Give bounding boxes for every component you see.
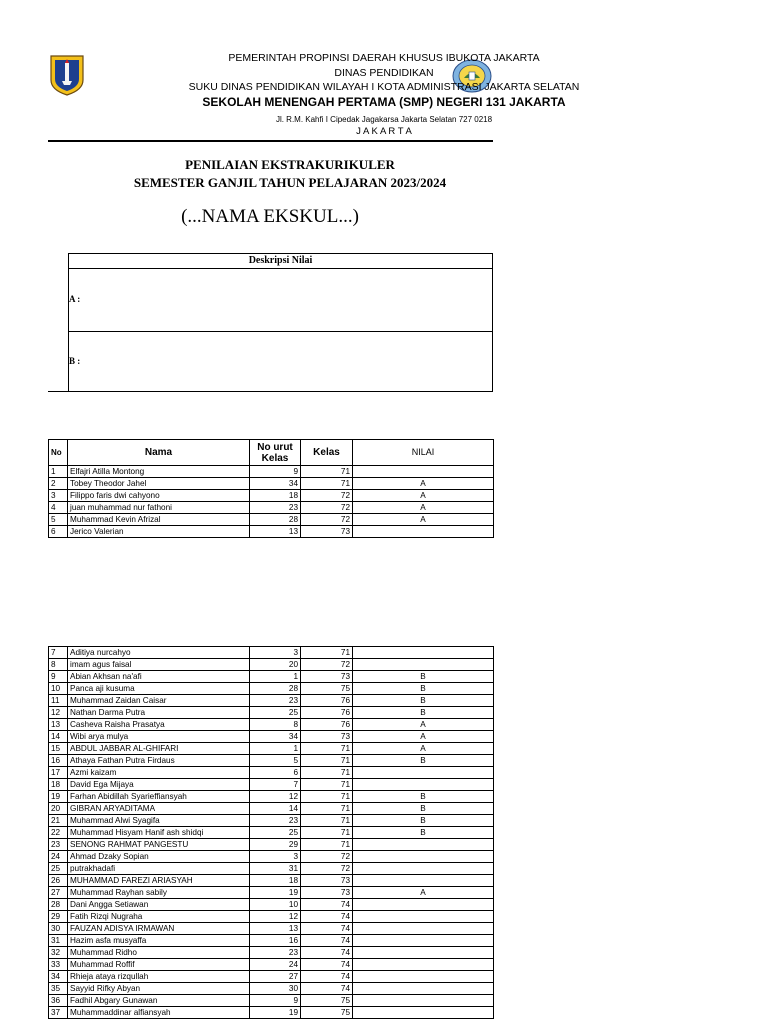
table-row	[49, 490, 494, 502]
col-header-no-urut: No urut Kelas	[250, 440, 301, 466]
nilai	[353, 875, 494, 887]
nilai	[353, 923, 494, 935]
row-no: 21	[49, 815, 68, 827]
col-header-kelas: Kelas	[301, 440, 353, 466]
no-urut-kelas: 23	[250, 502, 301, 514]
row-no: 18	[49, 779, 68, 791]
student-name: GIBRAN ARYADITAMA	[68, 803, 250, 815]
kelas: 75	[301, 1007, 353, 1019]
nilai: B	[353, 803, 494, 815]
nilai: B	[353, 683, 494, 695]
no-urut-kelas: 20	[250, 659, 301, 671]
nilai: A	[353, 502, 494, 514]
row-no: 19	[49, 791, 68, 803]
table-row	[49, 707, 494, 719]
row-no: 30	[49, 923, 68, 935]
row-no: 25	[49, 863, 68, 875]
nilai	[353, 659, 494, 671]
nilai	[353, 995, 494, 1007]
document-subtitle: SEMESTER GANJIL TAHUN PELAJARAN 2023/2024	[133, 175, 447, 190]
nilai: B	[353, 827, 494, 839]
nilai	[353, 971, 494, 983]
nilai: A	[353, 887, 494, 899]
nilai	[353, 839, 494, 851]
nilai: B	[353, 671, 494, 683]
row-no: 33	[49, 959, 68, 971]
no-urut-kelas: 25	[250, 827, 301, 839]
student-name: Wibi arya mulya	[68, 731, 250, 743]
table-row	[49, 887, 494, 899]
table-row	[49, 779, 494, 791]
kelas: 76	[301, 707, 353, 719]
row-no: 7	[49, 647, 68, 659]
kelas: 74	[301, 971, 353, 983]
student-name: ABDUL JABBAR AL-GHIFARI	[68, 743, 250, 755]
nilai	[353, 911, 494, 923]
no-urut-kelas: 28	[250, 683, 301, 695]
row-no: 8	[49, 659, 68, 671]
kelas: 75	[301, 995, 353, 1007]
table-row	[49, 647, 494, 659]
table-row	[49, 671, 494, 683]
row-no: 6	[49, 526, 68, 538]
nilai: B	[353, 755, 494, 767]
table-row	[49, 791, 494, 803]
student-name: Aditiya nurcahyo	[68, 647, 250, 659]
student-name: Jerico Valerian	[68, 526, 250, 538]
no-urut-kelas: 18	[250, 490, 301, 502]
student-name: Hazim asfa musyaffa	[68, 935, 250, 947]
student-name: Muhammad Kevin Afrizal	[68, 514, 250, 526]
row-no: 15	[49, 743, 68, 755]
student-name: Muhammad Zaidan Caisar	[68, 695, 250, 707]
no-urut-kelas: 5	[250, 755, 301, 767]
ekskul-name: (...NAMA EKSKUL...)	[181, 206, 359, 227]
row-no: 35	[49, 983, 68, 995]
student-name: Casheva Raisha Prasatya	[68, 719, 250, 731]
table-row	[49, 1007, 494, 1019]
row-no: 32	[49, 947, 68, 959]
student-name: Muhammad Ridho	[68, 947, 250, 959]
kelas: 75	[301, 683, 353, 695]
table-row	[49, 466, 494, 478]
no-urut-kelas: 14	[250, 803, 301, 815]
description-header: Deskripsi Nilai	[69, 254, 492, 269]
kelas: 71	[301, 466, 353, 478]
kelas: 73	[301, 875, 353, 887]
nilai	[353, 767, 494, 779]
table-row	[49, 839, 494, 851]
student-name: Nathan Darma Putra	[68, 707, 250, 719]
kelas: 72	[301, 490, 353, 502]
kelas: 74	[301, 983, 353, 995]
kelas: 71	[301, 767, 353, 779]
table-row	[49, 851, 494, 863]
table-row	[49, 959, 494, 971]
kelas: 73	[301, 887, 353, 899]
kelas: 71	[301, 743, 353, 755]
row-no: 3	[49, 490, 68, 502]
student-name: Panca aji kusuma	[68, 683, 250, 695]
student-name: imam agus faisal	[68, 659, 250, 671]
no-urut-kelas: 19	[250, 1007, 301, 1019]
table-row	[49, 683, 494, 695]
col-header-nilai: NILAI	[353, 440, 494, 466]
table-row	[49, 514, 494, 526]
no-urut-kelas: 29	[250, 839, 301, 851]
description-a-row	[69, 269, 492, 332]
table-row	[49, 935, 494, 947]
no-urut-kelas: 30	[250, 983, 301, 995]
kelas: 76	[301, 719, 353, 731]
kelas: 71	[301, 791, 353, 803]
student-name: David Ega Mijaya	[68, 779, 250, 791]
header-school-name: SEKOLAH MENENGAH PERTAMA (SMP) NEGERI 131 JAKARTA	[202, 95, 566, 109]
row-no: 17	[49, 767, 68, 779]
kelas: 74	[301, 923, 353, 935]
kelas: 71	[301, 803, 353, 815]
table-row	[49, 827, 494, 839]
nilai	[353, 779, 494, 791]
description-b-label: B :	[69, 356, 81, 366]
student-name: Filippo faris dwi cahyono	[68, 490, 250, 502]
student-name: Fadhil Abgary Gunawan	[68, 995, 250, 1007]
no-urut-kelas: 13	[250, 526, 301, 538]
no-urut-kelas: 34	[250, 731, 301, 743]
student-name: Azmi kaizam	[68, 767, 250, 779]
table-row	[49, 899, 494, 911]
student-name: Farhan Abidillah Syarieffiansyah	[68, 791, 250, 803]
table-row	[49, 815, 494, 827]
no-urut-kelas: 23	[250, 695, 301, 707]
student-name: MUHAMMAD FAREZI ARIASYAH	[68, 875, 250, 887]
kelas: 71	[301, 827, 353, 839]
table-row	[49, 911, 494, 923]
no-urut-kelas: 23	[250, 947, 301, 959]
kelas: 71	[301, 815, 353, 827]
kelas: 71	[301, 478, 353, 490]
table-row	[49, 767, 494, 779]
no-urut-kelas: 12	[250, 791, 301, 803]
kelas: 73	[301, 526, 353, 538]
nilai: B	[353, 815, 494, 827]
header-divider	[48, 140, 493, 142]
table-row	[49, 478, 494, 490]
description-underline	[48, 391, 68, 392]
student-name: Muhammad Alwi Syagifa	[68, 815, 250, 827]
kelas: 73	[301, 731, 353, 743]
no-urut-kelas: 25	[250, 707, 301, 719]
nilai: B	[353, 791, 494, 803]
row-no: 36	[49, 995, 68, 1007]
row-no: 20	[49, 803, 68, 815]
row-no: 23	[49, 839, 68, 851]
student-name: Muhammad Hisyam Hanif ash shidqi	[68, 827, 250, 839]
row-no: 10	[49, 683, 68, 695]
row-no: 34	[49, 971, 68, 983]
kelas: 72	[301, 851, 353, 863]
description-b-row	[69, 332, 492, 392]
nilai	[353, 863, 494, 875]
student-name: Sayyid Rifky Abyan	[68, 983, 250, 995]
kelas: 74	[301, 911, 353, 923]
row-no: 4	[49, 502, 68, 514]
nilai	[353, 983, 494, 995]
student-name: FAUZAN ADISYA IRMAWAN	[68, 923, 250, 935]
table-row	[49, 875, 494, 887]
kelas: 73	[301, 671, 353, 683]
nilai: A	[353, 478, 494, 490]
no-urut-kelas: 3	[250, 647, 301, 659]
table-row	[49, 995, 494, 1007]
nilai	[353, 947, 494, 959]
row-no: 14	[49, 731, 68, 743]
row-no: 9	[49, 671, 68, 683]
kelas: 71	[301, 839, 353, 851]
student-name: Ahmad Dzaky Sopian	[68, 851, 250, 863]
no-urut-kelas: 1	[250, 743, 301, 755]
no-urut-kelas: 9	[250, 995, 301, 1007]
table-row	[49, 731, 494, 743]
kelas: 71	[301, 755, 353, 767]
no-urut-kelas: 10	[250, 899, 301, 911]
description-a-label: A :	[69, 294, 81, 304]
table-row	[49, 502, 494, 514]
row-no: 16	[49, 755, 68, 767]
col-header-nama: Nama	[68, 440, 250, 466]
header-address: Jl. R.M. Kahfi I Cipedak Jagakarsa Jakarta Selatan 727 0218	[275, 115, 493, 124]
kelas: 74	[301, 935, 353, 947]
student-name: juan muhammad nur fathoni	[68, 502, 250, 514]
student-name: Muhammad Rayhan sabily	[68, 887, 250, 899]
kelas: 71	[301, 647, 353, 659]
row-no: 13	[49, 719, 68, 731]
nilai	[353, 466, 494, 478]
student-name: Elfajri Atilla Montong	[68, 466, 250, 478]
header-department: DINAS PENDIDIKAN	[334, 67, 434, 79]
no-urut-kelas: 28	[250, 514, 301, 526]
row-no: 29	[49, 911, 68, 923]
student-name: Dani Angga Setiawan	[68, 899, 250, 911]
nilai	[353, 959, 494, 971]
kelas: 72	[301, 502, 353, 514]
no-urut-kelas: 3	[250, 851, 301, 863]
student-name: Rhieja ataya rizqullah	[68, 971, 250, 983]
table-row	[49, 719, 494, 731]
nilai: A	[353, 490, 494, 502]
nilai	[353, 899, 494, 911]
table-row	[49, 743, 494, 755]
header-sub-department: SUKU DINAS PENDIDIKAN WILAYAH I KOTA ADMINISTRASI JAKARTA SELATAN	[188, 81, 580, 93]
table-row	[49, 983, 494, 995]
no-urut-kelas: 9	[250, 466, 301, 478]
no-urut-kelas: 1	[250, 671, 301, 683]
nilai: A	[353, 731, 494, 743]
no-urut-kelas: 27	[250, 971, 301, 983]
no-urut-kelas: 34	[250, 478, 301, 490]
no-urut-kelas: 16	[250, 935, 301, 947]
row-no: 27	[49, 887, 68, 899]
no-urut-kelas: 24	[250, 959, 301, 971]
row-no: 1	[49, 466, 68, 478]
nilai	[353, 647, 494, 659]
table-row	[49, 526, 494, 538]
kelas: 74	[301, 899, 353, 911]
kelas: 74	[301, 959, 353, 971]
no-urut-kelas: 31	[250, 863, 301, 875]
table-row	[49, 863, 494, 875]
no-urut-kelas: 23	[250, 815, 301, 827]
nilai: A	[353, 719, 494, 731]
table-row	[49, 695, 494, 707]
table-row	[49, 971, 494, 983]
kelas: 72	[301, 659, 353, 671]
kelas: 76	[301, 695, 353, 707]
no-urut-kelas: 8	[250, 719, 301, 731]
student-name: Tobey Theodor Jahel	[68, 478, 250, 490]
table-row	[49, 755, 494, 767]
student-name: Fatih Rizqi Nugraha	[68, 911, 250, 923]
table-row	[49, 923, 494, 935]
nilai: B	[353, 707, 494, 719]
no-urut-kelas: 12	[250, 911, 301, 923]
kelas: 71	[301, 779, 353, 791]
table-row	[49, 803, 494, 815]
row-no: 5	[49, 514, 68, 526]
grades-table-part2	[48, 646, 494, 1019]
no-urut-kelas: 6	[250, 767, 301, 779]
row-no: 37	[49, 1007, 68, 1019]
student-name: Athaya Fathan Putra Firdaus	[68, 755, 250, 767]
nilai	[353, 526, 494, 538]
row-no: 22	[49, 827, 68, 839]
row-no: 12	[49, 707, 68, 719]
nilai	[353, 935, 494, 947]
header-government: PEMERINTAH PROPINSI DAERAH KHUSUS IBUKOTA JAKARTA	[228, 52, 540, 64]
header-city: J A K A R T A	[356, 126, 412, 137]
nilai: B	[353, 695, 494, 707]
table-row	[49, 947, 494, 959]
no-urut-kelas: 13	[250, 923, 301, 935]
no-urut-kelas: 18	[250, 875, 301, 887]
row-no: 26	[49, 875, 68, 887]
description-box	[68, 253, 493, 392]
col-header-no: No	[49, 440, 68, 466]
row-no: 28	[49, 899, 68, 911]
student-name: Muhammad Roffif	[68, 959, 250, 971]
row-no: 24	[49, 851, 68, 863]
row-no: 31	[49, 935, 68, 947]
nilai	[353, 1007, 494, 1019]
row-no: 11	[49, 695, 68, 707]
grades-table-part1	[48, 439, 494, 538]
student-name: putrakhadafi	[68, 863, 250, 875]
nilai	[353, 851, 494, 863]
table-row	[49, 659, 494, 671]
nilai: A	[353, 514, 494, 526]
student-name: Abian Akhsan na'afi	[68, 671, 250, 683]
no-urut-kelas: 19	[250, 887, 301, 899]
kelas: 72	[301, 514, 353, 526]
no-urut-kelas: 7	[250, 779, 301, 791]
kelas: 72	[301, 863, 353, 875]
student-name: SENONG RAHMAT PANGESTU	[68, 839, 250, 851]
kelas: 74	[301, 947, 353, 959]
row-no: 2	[49, 478, 68, 490]
student-name: Muhammaddinar alfiansyah	[68, 1007, 250, 1019]
document-title: PENILAIAN EKSTRAKURIKULER	[185, 157, 395, 172]
nilai: A	[353, 743, 494, 755]
